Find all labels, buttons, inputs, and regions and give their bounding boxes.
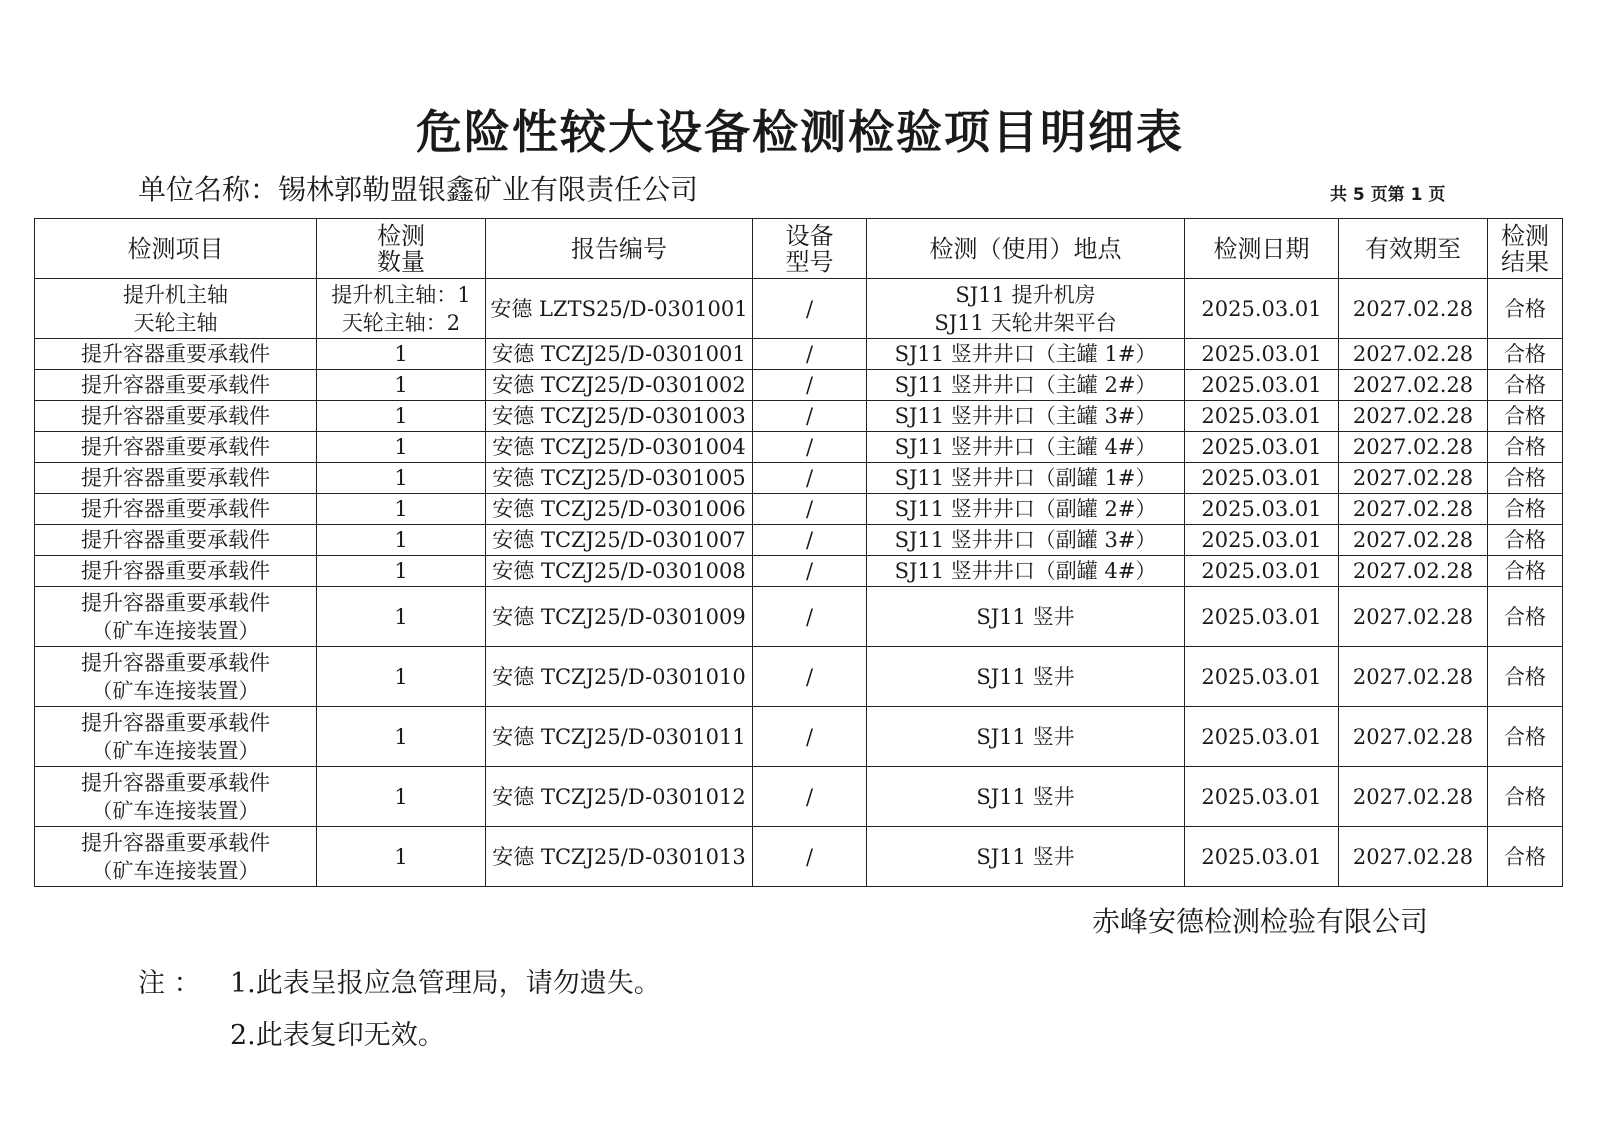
- cell-result: 合格: [1488, 767, 1563, 827]
- cell-date: 2025.03.01: [1185, 556, 1339, 587]
- cell-item-line: 提升容器重要承载件: [81, 404, 270, 428]
- cell-quantity: [317, 432, 486, 463]
- cell-location-line: SJ11 提升机房: [955, 282, 1096, 307]
- cell-result: 合格: [1488, 827, 1563, 887]
- cell-model: /: [753, 339, 867, 370]
- cell-quantity: [317, 647, 486, 707]
- cell-item-line: （矿车连接装置）: [91, 678, 260, 703]
- cell-report-number: 安德 TCZJ25/D-0301004: [486, 432, 753, 463]
- cell-item: [35, 432, 317, 463]
- header-line: 设备: [785, 221, 834, 250]
- cell-valid-until: 2027.02.28: [1339, 647, 1488, 707]
- cell-quantity-line: 1: [394, 342, 408, 366]
- cell-quantity: [317, 370, 486, 401]
- cell-quantity: [317, 707, 486, 767]
- cell-item: [35, 279, 317, 339]
- cell-quantity-line: 1: [394, 466, 408, 490]
- cell-report-number: 安德 TCZJ25/D-0301009: [486, 587, 753, 647]
- cell-report-number: 安德 TCZJ25/D-0301003: [486, 401, 753, 432]
- cell-quantity-line: 天轮主轴：2: [341, 310, 461, 335]
- header-line: 型号: [785, 247, 834, 276]
- cell-report-number: 安德 LZTS25/D-0301001: [486, 279, 753, 339]
- cell-location-line: SJ11 竖井井口（副罐 2#）: [894, 497, 1157, 521]
- cell-valid-until: 2027.02.28: [1339, 401, 1488, 432]
- header-location: [867, 219, 1185, 279]
- cell-quantity: [317, 494, 486, 525]
- cell-model: /: [753, 401, 867, 432]
- cell-item-line: 提升容器重要承载件: [81, 650, 270, 675]
- note-item: 1.此表呈报应急管理局，请勿遗失。: [230, 967, 661, 999]
- cell-location-line: SJ11 竖井井口（主罐 2#）: [894, 373, 1157, 397]
- cell-location-line: SJ11 竖井井口（主罐 4#）: [894, 435, 1157, 459]
- page-info: 共 5 页第 1 页: [1330, 185, 1446, 205]
- notes-section: [138, 954, 661, 1058]
- cell-item: [35, 647, 317, 707]
- cell-report-number: 安德 TCZJ25/D-0301005: [486, 463, 753, 494]
- cell-quantity-line: 1: [394, 844, 408, 869]
- cell-date: 2025.03.01: [1185, 494, 1339, 525]
- cell-location-line: SJ11 天轮井架平台: [934, 310, 1117, 335]
- table-row: [35, 463, 1563, 494]
- cell-item-line: 提升容器重要承载件: [81, 342, 270, 366]
- header-line: 检测日期: [1213, 234, 1310, 263]
- cell-item: [35, 525, 317, 556]
- cell-item: [35, 827, 317, 887]
- cell-location-line: SJ11 竖井井口（副罐 1#）: [894, 466, 1157, 490]
- cell-quantity: [317, 827, 486, 887]
- cell-location: [867, 767, 1185, 827]
- cell-quantity: [317, 587, 486, 647]
- cell-report-number: 安德 TCZJ25/D-0301010: [486, 647, 753, 707]
- cell-location: [867, 525, 1185, 556]
- cell-quantity-line: 1: [394, 724, 408, 749]
- cell-location: [867, 339, 1185, 370]
- cell-result: 合格: [1488, 647, 1563, 707]
- cell-location: [867, 370, 1185, 401]
- table-row: [35, 370, 1563, 401]
- cell-item-line: 提升容器重要承载件: [81, 590, 270, 615]
- cell-item-line: 提升容器重要承载件: [81, 435, 270, 459]
- header-valid-until: [1339, 219, 1488, 279]
- cell-quantity-line: 1: [394, 559, 408, 583]
- table-row: [35, 401, 1563, 432]
- inspection-table: [34, 218, 1563, 887]
- table-row: [35, 827, 1563, 887]
- cell-valid-until: 2027.02.28: [1339, 556, 1488, 587]
- cell-quantity: [317, 525, 486, 556]
- cell-location: [867, 647, 1185, 707]
- cell-quantity-line: 1: [394, 664, 408, 689]
- cell-item-line: （矿车连接装置）: [91, 798, 260, 823]
- cell-location: [867, 401, 1185, 432]
- cell-location: [867, 587, 1185, 647]
- cell-valid-until: 2027.02.28: [1339, 370, 1488, 401]
- cell-model: /: [753, 707, 867, 767]
- table-body: [35, 279, 1563, 887]
- cell-report-number: 安德 TCZJ25/D-0301011: [486, 707, 753, 767]
- cell-result: 合格: [1488, 401, 1563, 432]
- cell-quantity: [317, 463, 486, 494]
- issuing-company: 赤峰安德检测检验有限公司: [1092, 905, 1429, 938]
- cell-date: 2025.03.01: [1185, 587, 1339, 647]
- note-item: 2.此表复印无效。: [230, 1019, 445, 1051]
- cell-result: 合格: [1488, 432, 1563, 463]
- cell-quantity-line: 1: [394, 404, 408, 428]
- cell-location-line: SJ11 竖井井口（主罐 1#）: [894, 342, 1157, 366]
- unit-name: 单位名称：锡林郭勒盟银鑫矿业有限责任公司: [138, 173, 699, 206]
- cell-model: /: [753, 587, 867, 647]
- cell-valid-until: 2027.02.28: [1339, 432, 1488, 463]
- cell-result: 合格: [1488, 556, 1563, 587]
- cell-model: /: [753, 494, 867, 525]
- table-row: [35, 707, 1563, 767]
- cell-location-line: SJ11 竖井井口（主罐 3#）: [894, 404, 1157, 428]
- header-line: 数量: [377, 247, 425, 276]
- cell-date: 2025.03.01: [1185, 279, 1339, 339]
- cell-item-line: 天轮主轴: [133, 310, 218, 335]
- table-header-row: [35, 219, 1563, 279]
- cell-quantity: [317, 556, 486, 587]
- cell-item-line: 提升容器重要承载件: [81, 466, 270, 490]
- cell-date: 2025.03.01: [1185, 370, 1339, 401]
- cell-valid-until: 2027.02.28: [1339, 587, 1488, 647]
- cell-result: 合格: [1488, 370, 1563, 401]
- cell-report-number: 安德 TCZJ25/D-0301006: [486, 494, 753, 525]
- cell-report-number: 安德 TCZJ25/D-0301013: [486, 827, 753, 887]
- cell-valid-until: 2027.02.28: [1339, 463, 1488, 494]
- cell-valid-until: 2027.02.28: [1339, 767, 1488, 827]
- header-line: 有效期至: [1365, 234, 1461, 263]
- cell-item-line: （矿车连接装置）: [91, 618, 260, 643]
- cell-valid-until: 2027.02.28: [1339, 339, 1488, 370]
- cell-item: [35, 556, 317, 587]
- cell-valid-until: 2027.02.28: [1339, 827, 1488, 887]
- header-model: [753, 219, 867, 279]
- cell-item: [35, 587, 317, 647]
- cell-quantity-line: 提升机主轴：1: [331, 282, 471, 307]
- header-result: [1488, 219, 1563, 279]
- cell-report-number: 安德 TCZJ25/D-0301007: [486, 525, 753, 556]
- cell-result: 合格: [1488, 707, 1563, 767]
- table-row: [35, 432, 1563, 463]
- cell-item: [35, 494, 317, 525]
- cell-date: 2025.03.01: [1185, 463, 1339, 494]
- cell-location: [867, 827, 1185, 887]
- cell-date: 2025.03.01: [1185, 432, 1339, 463]
- cell-model: /: [753, 647, 867, 707]
- cell-result: 合格: [1488, 279, 1563, 339]
- cell-model: /: [753, 279, 867, 339]
- cell-location: [867, 556, 1185, 587]
- cell-model: /: [753, 463, 867, 494]
- cell-valid-until: 2027.02.28: [1339, 494, 1488, 525]
- cell-item-line: 提升容器重要承载件: [81, 497, 270, 521]
- cell-model: /: [753, 827, 867, 887]
- cell-item: [35, 707, 317, 767]
- cell-location-line: SJ11 竖井: [976, 784, 1075, 809]
- table-row: [35, 279, 1563, 339]
- cell-model: /: [753, 556, 867, 587]
- table-row: [35, 767, 1563, 827]
- cell-location: [867, 494, 1185, 525]
- cell-location-line: SJ11 竖井: [976, 664, 1075, 689]
- cell-quantity-line: 1: [394, 435, 408, 459]
- cell-quantity-line: 1: [394, 373, 408, 397]
- cell-item-line: 提升容器重要承载件: [81, 373, 270, 397]
- header-line: 检测: [377, 221, 425, 250]
- header-date: [1185, 219, 1339, 279]
- header-line: 检测项目: [127, 234, 224, 263]
- table-row: [35, 556, 1563, 587]
- cell-item: [35, 401, 317, 432]
- cell-result: 合格: [1488, 339, 1563, 370]
- cell-quantity-line: 1: [394, 784, 408, 809]
- cell-item-line: 提升机主轴: [123, 282, 228, 307]
- cell-result: 合格: [1488, 525, 1563, 556]
- cell-report-number: 安德 TCZJ25/D-0301012: [486, 767, 753, 827]
- header-line: 结果: [1501, 247, 1549, 276]
- cell-date: 2025.03.01: [1185, 767, 1339, 827]
- cell-date: 2025.03.01: [1185, 401, 1339, 432]
- cell-item-line: 提升容器重要承载件: [81, 528, 270, 552]
- cell-model: /: [753, 767, 867, 827]
- cell-model: /: [753, 525, 867, 556]
- cell-valid-until: 2027.02.28: [1339, 525, 1488, 556]
- cell-location: [867, 432, 1185, 463]
- cell-item: [35, 767, 317, 827]
- table-row: [35, 494, 1563, 525]
- cell-location-line: SJ11 竖井: [976, 724, 1075, 749]
- cell-item-line: （矿车连接装置）: [91, 738, 260, 763]
- cell-location-line: SJ11 竖井: [976, 604, 1075, 629]
- cell-date: 2025.03.01: [1185, 525, 1339, 556]
- table-row: [35, 339, 1563, 370]
- cell-report-number: 安德 TCZJ25/D-0301002: [486, 370, 753, 401]
- cell-model: /: [753, 370, 867, 401]
- header-item: [35, 219, 317, 279]
- document-title: 危险性较大设备检测检验项目明细表: [416, 105, 1184, 159]
- cell-date: 2025.03.01: [1185, 647, 1339, 707]
- cell-valid-until: 2027.02.28: [1339, 707, 1488, 767]
- cell-item-line: 提升容器重要承载件: [81, 770, 270, 795]
- cell-location-line: SJ11 竖井: [976, 844, 1075, 869]
- cell-result: 合格: [1488, 494, 1563, 525]
- cell-quantity-line: 1: [394, 604, 408, 629]
- cell-valid-until: 2027.02.28: [1339, 279, 1488, 339]
- cell-location: [867, 707, 1185, 767]
- cell-item-line: （矿车连接装置）: [91, 858, 260, 883]
- cell-item: [35, 370, 317, 401]
- notes-label: 注 ：: [138, 967, 201, 999]
- cell-report-number: 安德 TCZJ25/D-0301008: [486, 556, 753, 587]
- cell-quantity-line: 1: [394, 528, 408, 552]
- header-line: 报告编号: [571, 234, 667, 263]
- cell-location-line: SJ11 竖井井口（副罐 3#）: [894, 528, 1157, 552]
- cell-quantity: [317, 401, 486, 432]
- cell-result: 合格: [1488, 463, 1563, 494]
- cell-quantity: [317, 339, 486, 370]
- cell-location: [867, 279, 1185, 339]
- cell-date: 2025.03.01: [1185, 707, 1339, 767]
- header-quantity: [317, 219, 486, 279]
- cell-quantity-line: 1: [394, 497, 408, 521]
- table-row: [35, 587, 1563, 647]
- cell-item-line: 提升容器重要承载件: [81, 830, 270, 855]
- header-line: 检测（使用）地点: [929, 234, 1122, 263]
- header-report-number: [486, 219, 753, 279]
- cell-location: [867, 463, 1185, 494]
- cell-item-line: 提升容器重要承载件: [81, 710, 270, 735]
- header-line: 检测: [1501, 221, 1549, 250]
- cell-item: [35, 463, 317, 494]
- table-row: [35, 525, 1563, 556]
- cell-date: 2025.03.01: [1185, 827, 1339, 887]
- cell-report-number: 安德 TCZJ25/D-0301001: [486, 339, 753, 370]
- cell-quantity: [317, 767, 486, 827]
- cell-item-line: 提升容器重要承载件: [81, 559, 270, 583]
- cell-item: [35, 339, 317, 370]
- cell-date: 2025.03.01: [1185, 339, 1339, 370]
- cell-quantity: [317, 279, 486, 339]
- table-row: [35, 647, 1563, 707]
- cell-model: /: [753, 432, 867, 463]
- cell-location-line: SJ11 竖井井口（副罐 4#）: [894, 559, 1157, 583]
- cell-result: 合格: [1488, 587, 1563, 647]
